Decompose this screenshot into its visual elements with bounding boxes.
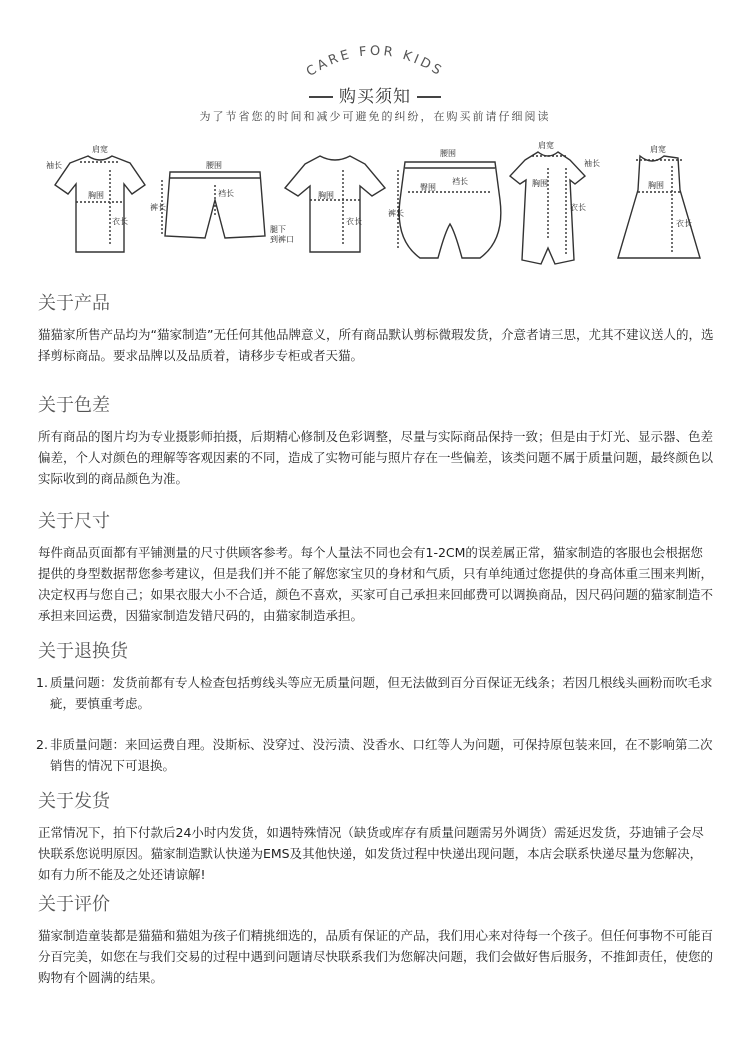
title-divider-right bbox=[417, 96, 441, 98]
label-legopen2-2: 到裤口 bbox=[270, 235, 294, 244]
size-diagrams bbox=[0, 140, 750, 280]
list-text: 质量问题：发货前都有专人检查包括剪线头等应无质量问题，但无法做到百分百保证无线条；若因几根线头画粉而吹毛求疵，要慎重考虑。 bbox=[50, 675, 713, 711]
section-text: 猫猫家所售产品均为“猫家制造”无任何其他品牌意义，所有商品默认剪标微瑕发货，介意者请三思，尤其不建议送人的，选择剪标商品。要求品牌以及品质着，请移步专柜或者天猫。 bbox=[38, 327, 714, 363]
label-legopen-2: 腿下 bbox=[270, 225, 286, 234]
label-pantlen-2: 裤长 bbox=[150, 203, 166, 212]
returns-list bbox=[38, 672, 714, 776]
section-title: 关于产品 bbox=[38, 293, 110, 314]
label-chest-1: 胸围 bbox=[88, 191, 104, 200]
label-shoulder-1: 肩宽 bbox=[92, 145, 108, 154]
label-chest-5: 胸围 bbox=[532, 179, 548, 188]
list-number: 1. bbox=[36, 675, 48, 690]
section-color bbox=[38, 394, 714, 489]
tshirt-diagram bbox=[55, 156, 145, 252]
section-returns bbox=[38, 640, 714, 776]
section-title: 关于色差 bbox=[38, 395, 110, 416]
title-divider-left bbox=[309, 96, 333, 98]
svg-text:CARE FOR KIDS bbox=[304, 44, 446, 80]
section-text: 正常情况下，拍下付款后24小时内发货，如遇特殊情况（缺货或库存有质量问题需另外调货）需延迟发货，芬迪铺子会尽快联系您说明原因。猫家制造默认快递为EMS及其他快递，如发货过程中快递出现问题，本店会联系快递尽量为您解决，如有力所不能及之处还请谅解! bbox=[38, 825, 704, 882]
page-title bbox=[0, 82, 750, 107]
label-length-6: 衣长 bbox=[676, 219, 692, 228]
section-title: 关于尺寸 bbox=[38, 511, 110, 532]
section-title: 关于发货 bbox=[38, 791, 110, 812]
label-sleeve-1: 袖长 bbox=[46, 161, 62, 170]
label-waist-4: 腰围 bbox=[440, 149, 456, 158]
tshirt2-diagram bbox=[285, 156, 385, 252]
section-product bbox=[38, 292, 714, 366]
label-waist-2: 腰围 bbox=[206, 161, 222, 170]
shorts-diagram bbox=[162, 172, 265, 238]
label-sleeve-5: 袖长 bbox=[584, 159, 600, 168]
section-text: 所有商品的图片均为专业摄影师拍摄，后期精心修制及色彩调整，尽量与实际商品保持一致；但是由于灯光、显示器、色差偏差，个人对颜色的理解等客观因素的不同，造成了实物可能与照片存在一些偏差，该类问题不属于质量问题，最终颜色以实际收到的商品颜色为准。 bbox=[38, 429, 714, 486]
label-crotch-2: 裆长 bbox=[218, 189, 234, 198]
label-chest-6: 胸围 bbox=[648, 181, 664, 190]
list-text: 非质量问题：来回运费自理。没斯标、没穿过、没污渍、没香水、口红等人为问题，可保持原包装来回，在不影响第二次销售的情况下可退换。 bbox=[50, 737, 713, 773]
label-crotch-4: 裆长 bbox=[452, 177, 468, 186]
section-title: 关于退换货 bbox=[38, 641, 128, 662]
measurement-illustrations bbox=[0, 140, 750, 280]
header bbox=[0, 38, 750, 128]
section-title: 关于评价 bbox=[38, 894, 110, 915]
section-text: 猫家制造童装都是猫猫和猫姐为孩子们精挑细选的，品质有保证的产品，我们用心来对待每一个孩子。但任何事物不可能百分百完美，如您在与我们交易的过程中遇到问题请尽快联系我们为您解决问题，我们会做好售后服务，不推卸责任，使您的购物有个圆满的结果。 bbox=[38, 928, 714, 985]
label-chest-3: 胸围 bbox=[318, 191, 334, 200]
romper-diagram bbox=[398, 162, 501, 258]
dress-diagram bbox=[618, 156, 700, 258]
label-pantlen-4: 裤长 bbox=[388, 209, 404, 218]
section-shipping bbox=[38, 790, 714, 885]
label-hip-4: 臀围 bbox=[420, 183, 436, 192]
list-number: 2. bbox=[36, 737, 48, 752]
section-review bbox=[38, 893, 714, 988]
title-text: 购买须知 bbox=[339, 87, 411, 107]
label-shoulder-5: 肩宽 bbox=[538, 141, 554, 150]
arc-caption: CARE FOR KIDS bbox=[303, 43, 447, 80]
label-length-5: 衣长 bbox=[570, 203, 586, 212]
label-shoulder-6: 肩宽 bbox=[650, 145, 666, 154]
section-text: 每件商品页面都有平铺测量的尺寸供顾客参考。每个人量法不同也会有1-2CM的误差属正常，猫家制造的客服也会根据您提供的身型数据帮您参考建议，但是我们并不能了解您家宝贝的身材和气质，只有单纯通过您提供的身高体重三围来判断，决定权再与您自己；如果衣服大小不合适，颜色不喜欢，买家可自己承担来回邮费可以调换商品，因尺码问题的猫家制造不承担来回运费，因猫家制造发错尺码的，由猫家制造承担。 bbox=[38, 545, 714, 623]
page-subtitle: 为了节省您的时间和减少可避免的纠纷，在购买前请仔细阅读 bbox=[199, 110, 551, 123]
label-length-1: 衣长 bbox=[112, 217, 128, 226]
section-size bbox=[38, 510, 714, 626]
label-length-3: 衣长 bbox=[346, 217, 362, 226]
list-item bbox=[38, 672, 714, 714]
list-item bbox=[38, 734, 714, 776]
arc-text bbox=[290, 38, 460, 88]
